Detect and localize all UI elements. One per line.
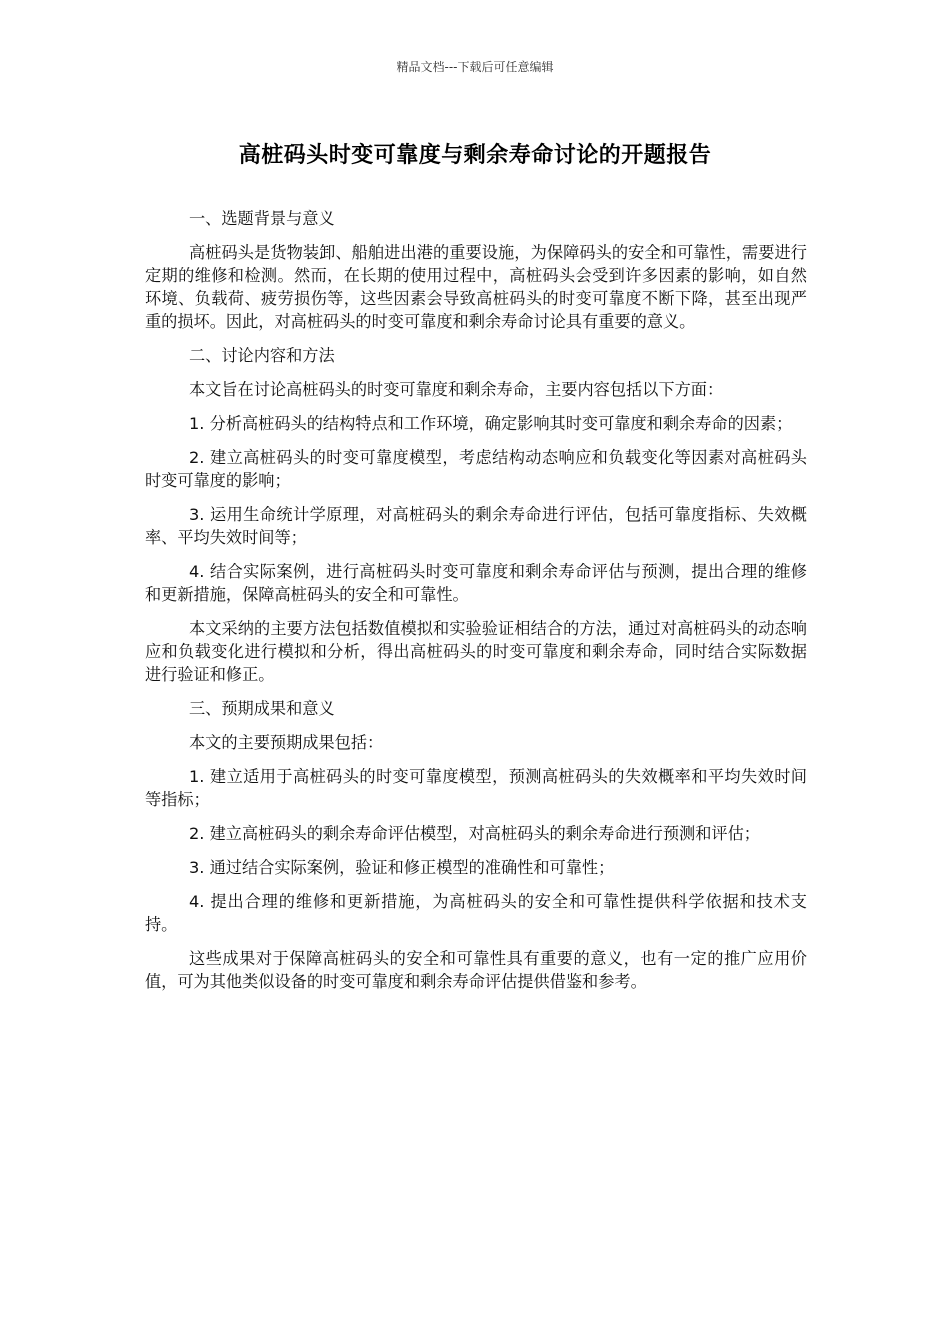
list-item-result-2: 2. 建立高桩码头的剩余寿命评估模型，对高桩码头的剩余寿命进行预测和评估； [189,824,760,843]
section-heading-expected-results: 三、预期成果和意义 [189,699,335,718]
header-note: 精品文档---下载后可任意编辑 [396,60,554,74]
section-heading-background: 一、选题背景与意义 [189,209,335,228]
paragraph-results-intro: 本文的主要预期成果包括： [189,733,384,752]
paragraph-method: 本文采纳的主要方法包括数值模拟和实验验证相结合的方法，通过对高桩码头的动态响应和负载变化进行模拟和分析，得出高桩码头的时变可靠度和剩余寿命，同时结合实际数据进行验证和修正。 [145,619,807,684]
paragraph-conclusion: 这些成果对于保障高桩码头的安全和可靠性具有重要的意义，也有一定的推广应用价值，可为其他类似设备的时变可靠度和剩余寿命评估提供借鉴和参考。 [145,949,807,991]
list-item-content-1: 1. 分析高桩码头的结构特点和工作环境，确定影响其时变可靠度和剩余寿命的因素； [189,414,793,433]
paragraph-background: 高桩码头是货物装卸、船舶进出港的重要设施，为保障码头的安全和可靠性，需要进行定期的维修和检测。然而，在长期的使用过程中，高桩码头会受到许多因素的影响，如自然环境、负载荷、疲劳损伤等，这些因素会导致高桩码头的时变可靠度不断下降，甚至出现严重的损坏。因此，对高桩码头的时变可靠度和剩余寿命讨论具有重要的意义。 [145,243,807,331]
section-heading-content-method: 二、讨论内容和方法 [189,346,335,365]
list-item-result-4: 4. 提出合理的维修和更新措施，为高桩码头的安全和可靠性提供科学依据和技术支持。 [145,892,807,934]
paragraph-content-intro: 本文旨在讨论高桩码头的时变可靠度和剩余寿命，主要内容包括以下方面： [189,380,724,399]
list-item-content-4: 4. 结合实际案例，进行高桩码头时变可靠度和剩余寿命评估与预测，提出合理的维修和更新措施，保障高桩码头的安全和可靠性。 [145,562,807,604]
list-item-content-2: 2. 建立高桩码头的时变可靠度模型，考虑结构动态响应和负载变化等因素对高桩码头时变可靠度的影响； [145,448,807,490]
list-item-result-3: 3. 通过结合实际案例，验证和修正模型的准确性和可靠性； [189,858,615,877]
list-item-result-1: 1. 建立适用于高桩码头的时变可靠度模型，预测高桩码头的失效概率和平均失效时间等指标； [145,767,807,809]
page-title: 高桩码头时变可靠度与剩余寿命讨论的开题报告 [238,143,712,168]
document-body [145,207,807,1004]
list-item-content-3: 3. 运用生命统计学原理，对高桩码头的剩余寿命进行评估，包括可靠度指标、失效概率、平均失效时间等； [145,505,807,547]
